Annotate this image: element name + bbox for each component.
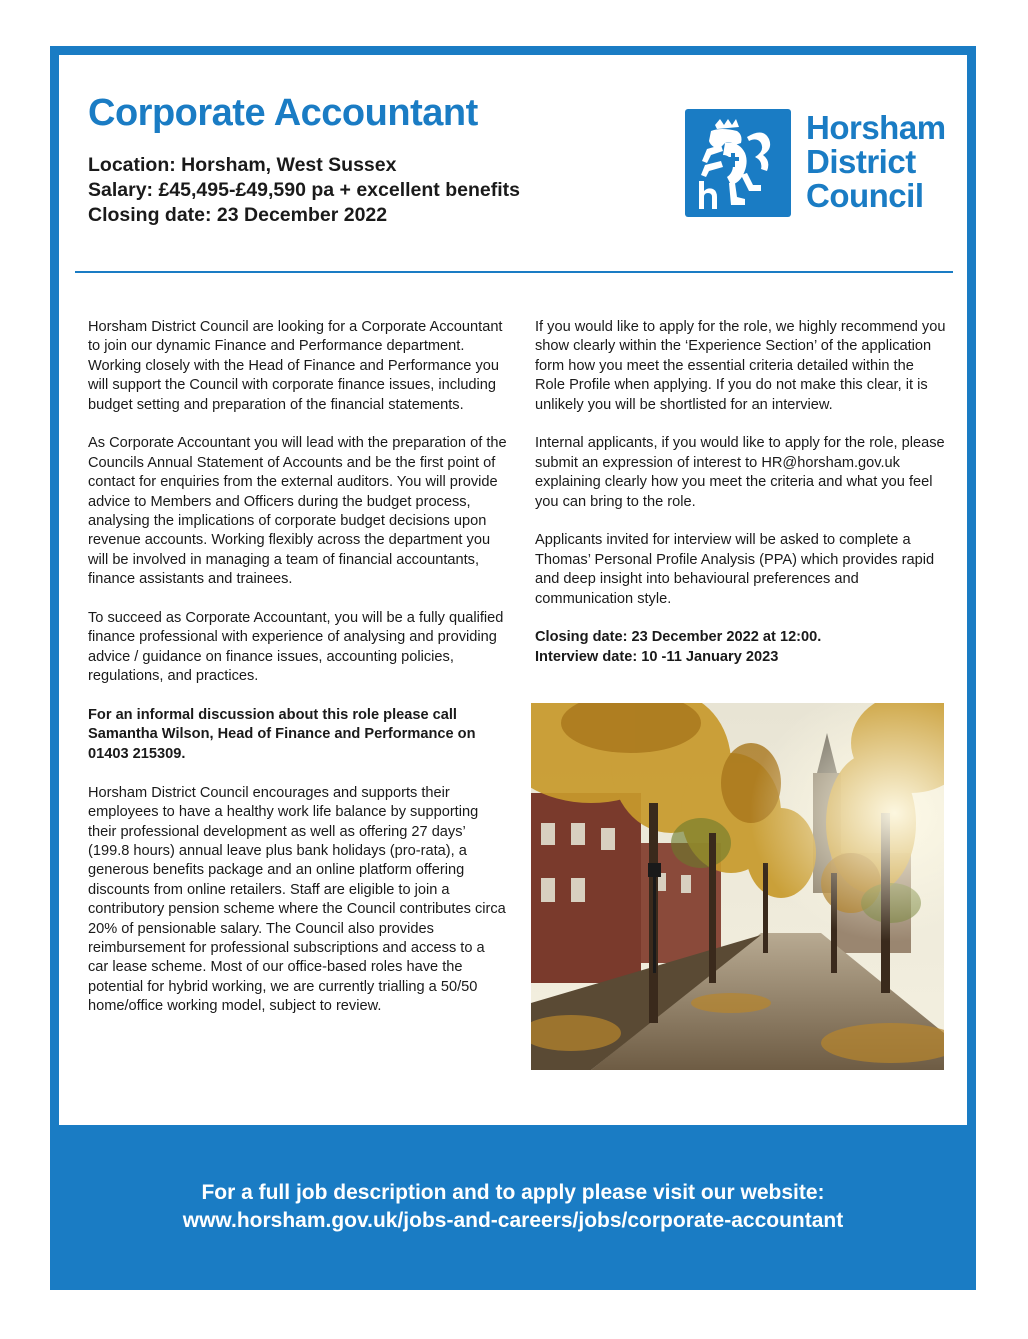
council-name-line1: Horsham: [806, 109, 946, 146]
interview-date-line: Interview date: 10 -11 January 2023: [535, 648, 779, 665]
left-column: [88, 318, 508, 1036]
footer-website-link[interactable]: www.horsham.gov.uk/jobs-and-careers/jobs/corporate-accountant: [182, 1209, 844, 1232]
benefits-paragraph: Horsham District Council encourages and supports their employees to have a healthy work life balance by supporting their professional development as well as offering 27 days’ (199.8 hours) annual leave plus bank holidays (pro-rata), a generous benefits package and an online platform offering discounts from online retailers. Staff are eligible to join a contributory pension scheme where the Council contributes circa 20% of pensionable salary. The Council also provides reimbursement for professional subscriptions and access to a car lease scheme. Most of our office-based roles have the potential for hybrid working, we are currently trialling a 50/50 home/office working model, subject to review.: [88, 784, 506, 1015]
intro-paragraph: Horsham District Council are looking for a Corporate Accountant to join our dynamic Finance and Performance department. Working closely with the Head of Finance and Performance you will support the Council with corporate finance issues, including budget setting and preparation of the financial statements.: [88, 319, 503, 413]
job-salary: Salary: £45,495-£49,590 pa + excellent benefits: [88, 179, 520, 201]
footer-banner: [50, 1128, 976, 1290]
header-divider: [75, 271, 953, 273]
role-paragraph: As Corporate Accountant you will lead with the preparation of the Councils Annual Statement of Accounts and be the first point of contact for enquiries from the external auditors. You will provide advice to Members and Officers during the budget process, analysing the implications of corporate budget decisions upon revenue accounts. Working flexibly across the department you will be involved in managing a team of financial accountants, finance assistants and trainees.: [88, 435, 507, 588]
job-meta: [88, 153, 520, 228]
right-column: [535, 318, 947, 667]
application-paragraph: If you would like to apply for the role, we highly recommend you show clearly within the ‘Experience Section’ of the application form how you meet the essential criteria detailed within the Role Profile when applying. If you do not make this clear, it is unlikely you will be shortlisted for an interview.: [535, 319, 946, 413]
requirements-paragraph: To succeed as Corporate Accountant, you will be a fully qualified finance professional with experience of analysing and providing advice / guidance on finance issues, accounting policies, regulations, and practices.: [88, 610, 504, 685]
assessment-paragraph: Applicants invited for interview will be asked to complete a Thomas’ Personal Profile Analysis (PPA) which provides rapid and deep insight into behavioural preferences and communication style.: [535, 532, 935, 607]
footer-call-to-action: For a full job description and to apply please visit our website:: [201, 1181, 825, 1204]
council-name-line2: District: [806, 143, 916, 180]
job-closing-date: Closing date: 23 December 2022: [88, 204, 388, 226]
street-photo: [531, 703, 944, 1070]
internal-applicants-paragraph: Internal applicants, if you would like to apply for the role, please submit an expression of interest to HR@horsham.gov.uk explaining clearly how you meet the criteria and what you feel you can bring to the role.: [535, 435, 945, 510]
lion-rampant-icon: [685, 109, 791, 217]
council-name: [806, 111, 946, 213]
job-location: Location: Horsham, West Sussex: [88, 154, 397, 176]
closing-date-line: Closing date: 23 December 2022 at 12:00.: [535, 629, 822, 646]
contact-paragraph: For an informal discussion about this role please call Samantha Wilson, Head of Finance and Performance on 01403 215309.: [88, 707, 476, 762]
council-logo: [685, 109, 945, 217]
council-name-line3: Council: [806, 177, 924, 214]
job-title: Corporate Accountant: [88, 92, 478, 134]
